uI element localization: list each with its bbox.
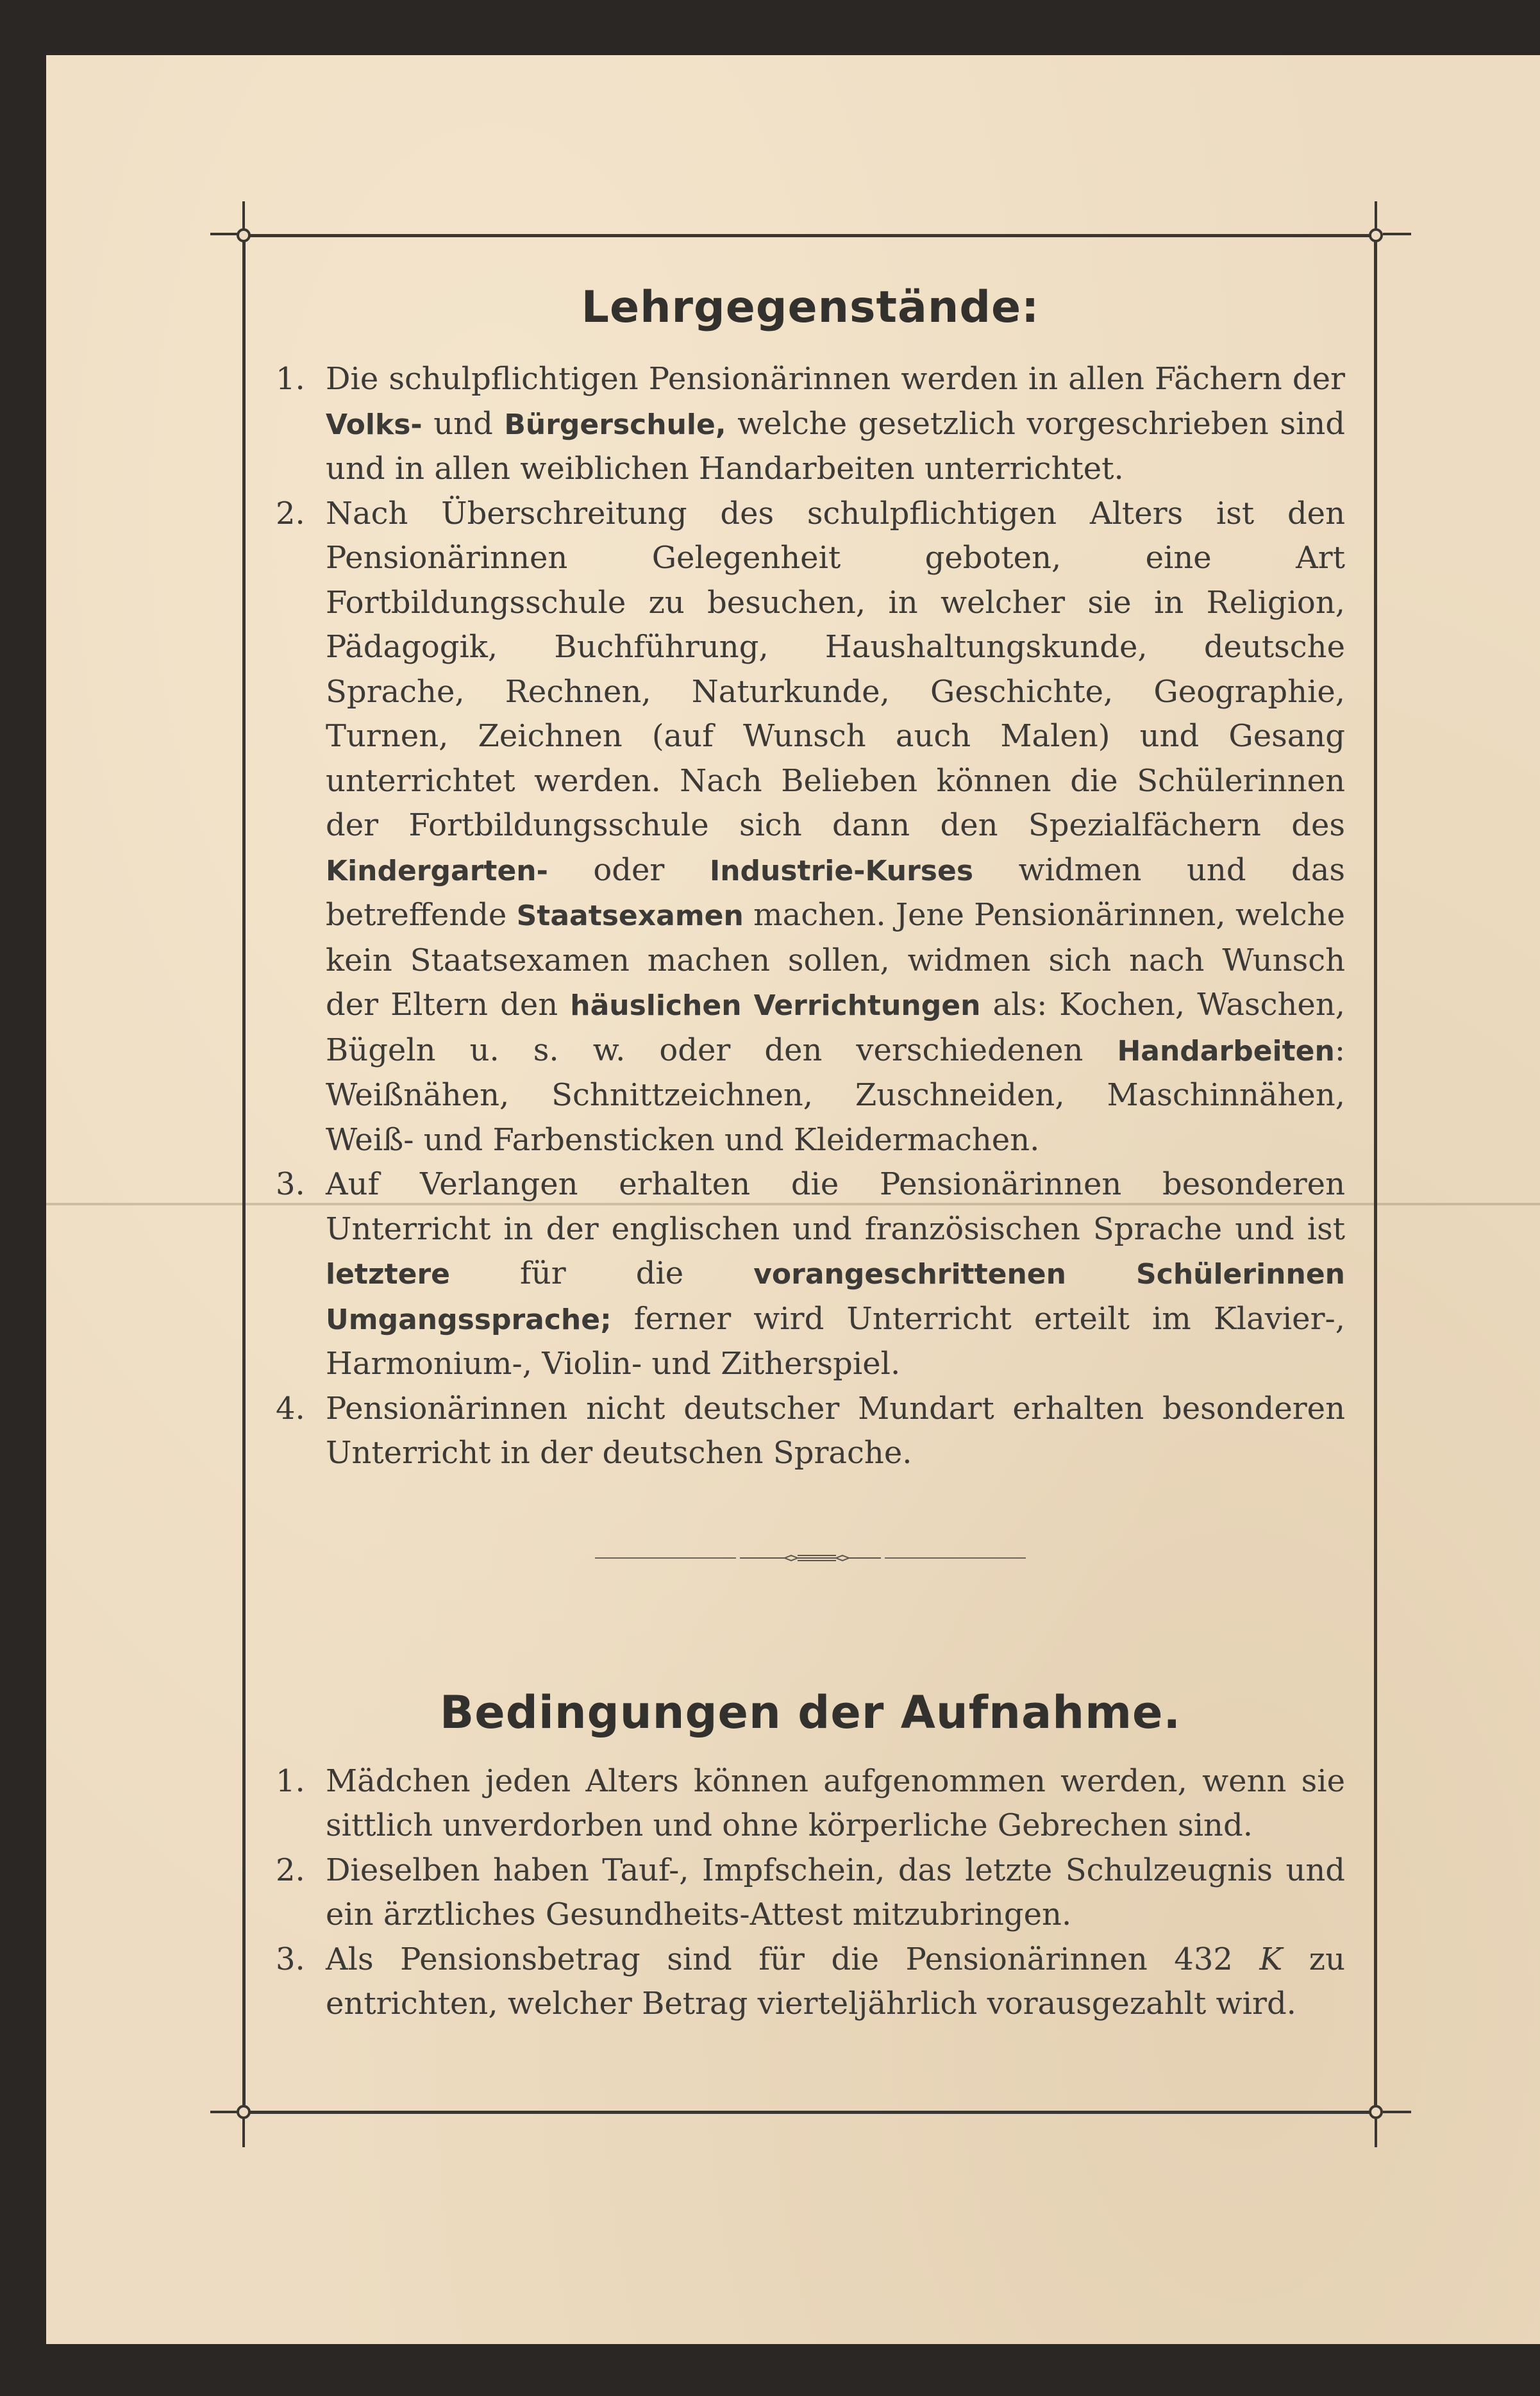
item-text: : Weißnähen, Schnittzeichnen, Zuschneiden, Maschinnähen, Weiß- und Farbensticken und Kleidermachen.	[326, 1032, 1345, 1158]
corner-tick	[1375, 2119, 1377, 2147]
bold-term: Industrie-Kurses	[709, 854, 974, 887]
bold-term: letztere	[326, 1258, 450, 1291]
divider-flourish	[740, 1552, 881, 1564]
item-number: 3.	[276, 1941, 305, 1977]
corner-ring-icon	[1369, 228, 1383, 242]
corner-tick	[210, 233, 239, 235]
corner-ring-icon	[1369, 2105, 1383, 2119]
item-text: Dieselben haben Tauf-, Impfschein, das letzte Schulzeugnis und ein ärztliches Gesundheits-Attest mitzubringen.	[326, 1852, 1345, 1932]
conditions-list	[276, 1759, 1345, 2027]
item-number: 1.	[276, 361, 305, 397]
item-text: zu entrichten, welcher Betrag vierteljährlich vorausgezahlt wird.	[326, 1941, 1345, 2022]
item-number: 2.	[276, 495, 305, 532]
list-item	[276, 1848, 1345, 1938]
item-text: ferner wird Unterricht erteilt im Klavier-, Harmonium-, Violin- und Zitherspiel.	[326, 1300, 1345, 1382]
item-text: oder	[548, 851, 710, 888]
corner-tick	[210, 2111, 239, 2113]
corner-tick	[1383, 2111, 1411, 2113]
document-body	[276, 282, 1345, 2027]
corner-ring-icon	[237, 228, 251, 242]
item-text: als: Kochen, Waschen, Bügeln u. s. w. oder den verschiedenen	[326, 987, 1346, 1068]
item-text: machen. Jene Pensionärinnen, welche kein Staatsexamen machen sollen, widmen sich nach Wunsch der Eltern den	[326, 897, 1345, 1023]
item-number: 3.	[276, 1166, 305, 1202]
bold-term: Kindergarten-	[326, 854, 548, 887]
corner-tick	[1383, 233, 1411, 235]
list-item	[276, 1938, 1345, 2027]
list-item	[276, 492, 1345, 1163]
list-item	[276, 357, 1345, 492]
divider-ornament-icon	[276, 1552, 1345, 1564]
corner-tick	[242, 201, 245, 230]
bold-term: Staatsexamen	[516, 900, 744, 932]
corner-tick	[1375, 201, 1377, 230]
currency-symbol: K	[1259, 1941, 1283, 1977]
item-text: Auf Verlangen erhalten die Pensionärinnen besonderen Unterricht in der englischen und französischen Sprache und ist	[326, 1166, 1345, 1247]
bold-term: Bürgerschule,	[504, 408, 726, 441]
item-text: und	[422, 405, 505, 442]
bold-term: Volks-	[326, 408, 423, 441]
item-number: 1.	[276, 1763, 305, 1799]
item-text: widmen und das betreffende	[326, 851, 1345, 933]
corner-tick	[242, 2119, 245, 2147]
divider-line	[595, 1557, 736, 1559]
item-text: für die	[449, 1255, 754, 1291]
item-text: Die schulpflichtigen Pensionärinnen werden in allen Fächern der	[326, 361, 1345, 397]
bold-term: vorangeschrittenen Schülerinnen Umgangssprache;	[326, 1258, 1345, 1336]
section-title-bedingungen: Bedingungen der Aufnahme.	[439, 1686, 1182, 1739]
item-text: Als Pensionsbetrag sind für die Pensionärinnen 432	[326, 1941, 1260, 1977]
bold-term: häuslichen Verrichtungen	[570, 989, 981, 1022]
divider-line	[885, 1557, 1026, 1559]
list-item	[276, 1387, 1345, 1476]
item-text: welche gesetzlich vorgeschrieben sind und in allen weiblichen Handarbeiten unterrichtet.	[326, 405, 1345, 487]
subjects-list	[276, 357, 1345, 1476]
corner-ring-icon	[237, 2105, 251, 2119]
list-item	[276, 1759, 1345, 1848]
item-number: 4.	[276, 1390, 305, 1427]
section-title-lehrgegenstaende: Lehrgegenstände:	[581, 282, 1040, 333]
item-number: 2.	[276, 1852, 305, 1888]
item-text: Nach Überschreitung des schulpflichtigen Alters ist den Pensionärinnen Gelegenheit geboten, eine Art Fortbildungsschule zu besuchen, in welcher sie in Religion, Pädagogik, Buchführung, Haushaltungskunde, deutsche Sprache, Rechnen, Naturkunde, Geschichte, Geographie, Turnen, Zeichnen (auf Wunsch auch Malen) und Gesang unterrichtet werden. Nach Belieben können die Schülerinnen der Fortbildungsschule sich dann den Spezialfächern des	[326, 495, 1345, 843]
item-text: Mädchen jeden Alters können aufgenommen werden, wenn sie sittlich unverdorben und ohne körperliche Gebrechen sind.	[326, 1763, 1345, 1843]
list-item	[276, 1162, 1345, 1387]
bold-term: Handarbeiten	[1117, 1034, 1335, 1068]
item-text: Pensionärinnen nicht deutscher Mundart erhalten besonderen Unterricht in der deutschen Sprache.	[326, 1390, 1345, 1471]
